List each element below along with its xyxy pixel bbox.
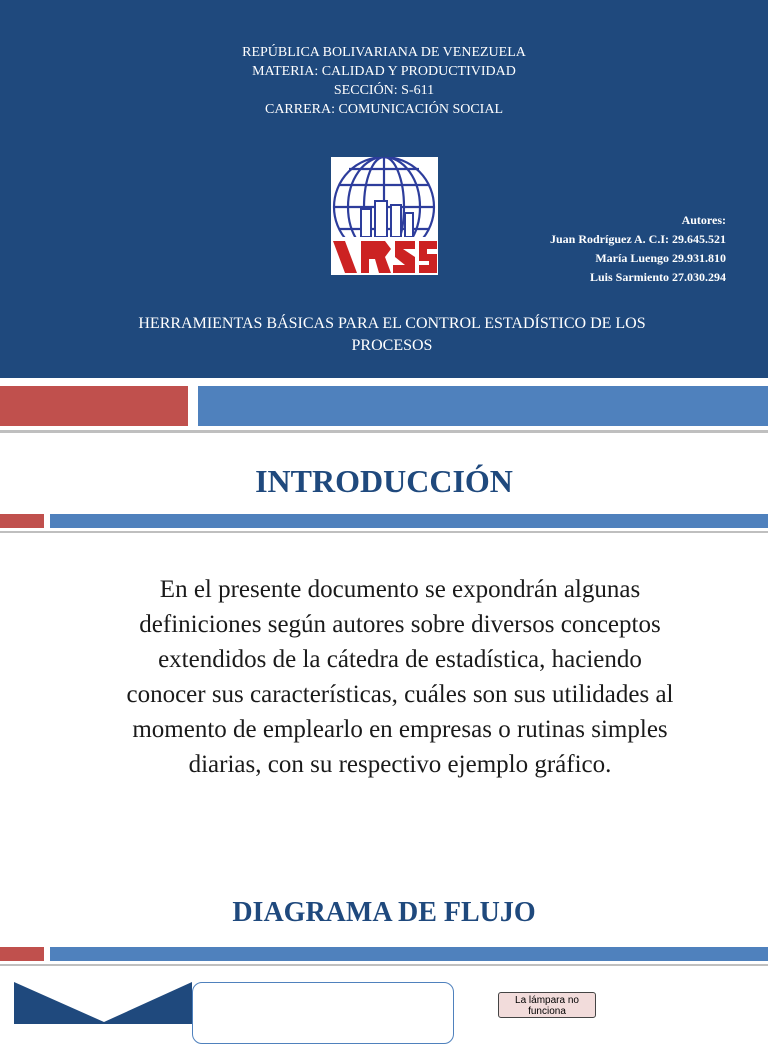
- accent-bar-red: [0, 386, 188, 426]
- author-1: Juan Rodríguez A. C.I: 29.645.521: [549, 232, 726, 246]
- document-title: [60, 313, 724, 357]
- flow-box-line-1: La lámpara no: [515, 995, 579, 1006]
- author-2: María Luengo 29.931.810: [595, 251, 726, 265]
- intro-line: En el presente documento se expondrán algunas: [159, 576, 641, 603]
- intro-line: definiciones según autores sobre diversos conceptos: [139, 611, 661, 638]
- flow-content-box: [192, 982, 454, 1044]
- intro-line: extendidos de la cátedra de estadística, haciendo: [158, 646, 642, 673]
- flow-bar-blue: [50, 947, 768, 961]
- header-line-subject: MATERIA: CALIDAD Y PRODUCTIVIDAD: [252, 64, 516, 79]
- intro-line: momento de emplearlo en empresas o rutinas simples: [132, 716, 668, 743]
- authors-block: [550, 211, 726, 287]
- flow-bar-red: [0, 947, 44, 961]
- intro-bar-red: [0, 514, 44, 528]
- intro-line: diarias, con su respectivo ejemplo gráfico.: [188, 751, 612, 778]
- title-line-2: PROCESOS: [351, 337, 433, 354]
- title-line-1: HERRAMIENTAS BÁSICAS PARA EL CONTROL ESTADÍSTICO DE LOS: [138, 315, 646, 332]
- authors-label: Autores:: [681, 213, 726, 227]
- flow-start-box: [498, 992, 596, 1018]
- header-line-career: CARRERA: COMUNICACIÓN SOCIAL: [264, 102, 504, 117]
- intro-heading: INTRODUCCIÓN: [255, 463, 513, 499]
- flow-divider: [0, 964, 768, 966]
- intro-divider: [0, 531, 768, 533]
- university-logo: [331, 157, 438, 275]
- globe-logo-icon: [331, 157, 438, 275]
- accent-bar-blue: [198, 386, 768, 426]
- intro-line: conocer sus características, cuáles son sus utilidades al: [126, 681, 674, 708]
- intro-paragraph: [70, 572, 730, 782]
- cover-slide: [0, 0, 768, 378]
- flow-box-line-2: funciona: [528, 1006, 566, 1017]
- chevron-arrow-icon: [14, 982, 192, 1024]
- header-line-section: SECCIÓN: S-611: [333, 83, 435, 98]
- flow-heading: DIAGRAMA DE FLUJO: [232, 897, 536, 928]
- slide-divider: [0, 430, 768, 433]
- intro-bar-blue: [50, 514, 768, 528]
- header-line-country: REPÚBLICA BOLIVARIANA DE VENEZUELA: [242, 45, 526, 60]
- author-3: Luis Sarmiento 27.030.294: [589, 270, 726, 284]
